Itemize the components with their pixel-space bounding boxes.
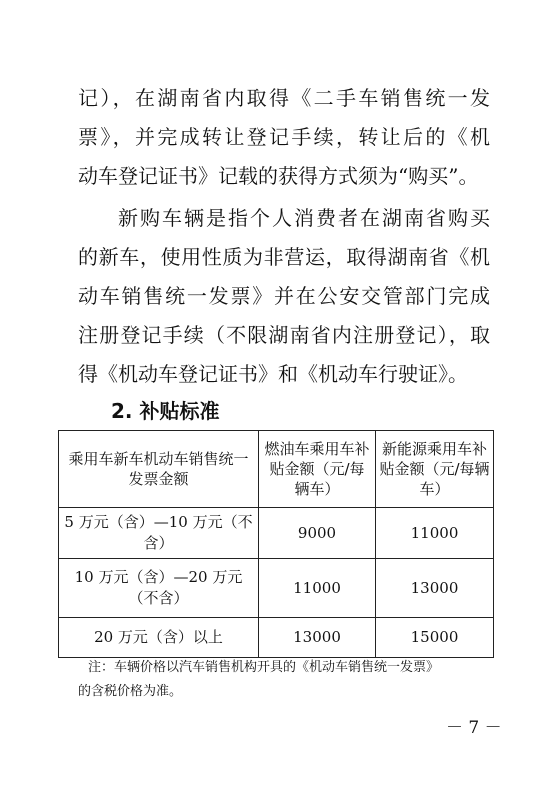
text-line: 票》，并完成转让登记手续，转让后的《机 [78,125,490,149]
header-fuel-subsidy: 燃油车乘用车补贴金额（元/每辆车） [259,431,376,508]
nev-subsidy-cell: 13000 [376,559,494,618]
price-range-cell: 5 万元（含）—10 万元（不含） [59,508,259,559]
table-row [59,508,494,559]
fuel-subsidy-cell: 13000 [259,618,376,658]
price-range-cell: 20 万元（含）以上 [59,618,259,658]
text-line: 的新车，使用性质为非营运，取得湖南省《机 [78,245,490,269]
nev-subsidy-cell: 11000 [376,508,494,559]
subsidy-table [58,430,494,658]
paragraph-continuation [78,79,490,196]
text-line: 注册登记手续（不限湖南省内注册登记），取 [78,323,490,347]
header-invoice-amount: 乘用车新车机动车销售统一发票金额 [59,431,259,508]
section-heading: 2. 补贴标准 [111,399,220,423]
text-line: 动车登记证书》记载的获得方式须为“购买”。 [78,164,479,188]
paragraph-new-car-definition [78,199,490,394]
header-nev-subsidy: 新能源乘用车补贴金额（元/每辆车） [376,431,494,508]
fuel-subsidy-cell: 11000 [259,559,376,618]
nev-subsidy-cell: 15000 [376,618,494,658]
text-line: 得《机动车登记证书》和《机动车行驶证》。 [78,362,468,386]
text-line: 记），在湖南省内取得《二手车销售统一发 [78,86,490,110]
table-note [78,656,498,704]
note-line: 注：车辆价格以汽车销售机构开具的《机动车销售统一发票》 [88,660,440,675]
note-line: 的含税价格为准。 [78,684,183,699]
price-range-cell: 10 万元（含）—20 万元（不含） [59,559,259,618]
table-header-row [59,431,494,508]
text-line: 新购车辆是指个人消费者在湖南省购买 [118,206,490,230]
table-row [59,559,494,618]
text-line: 动车销售统一发票》并在公安交管部门完成 [78,284,490,308]
page-number: － 7 － [446,718,502,738]
fuel-subsidy-cell: 9000 [259,508,376,559]
table-row [59,618,494,658]
